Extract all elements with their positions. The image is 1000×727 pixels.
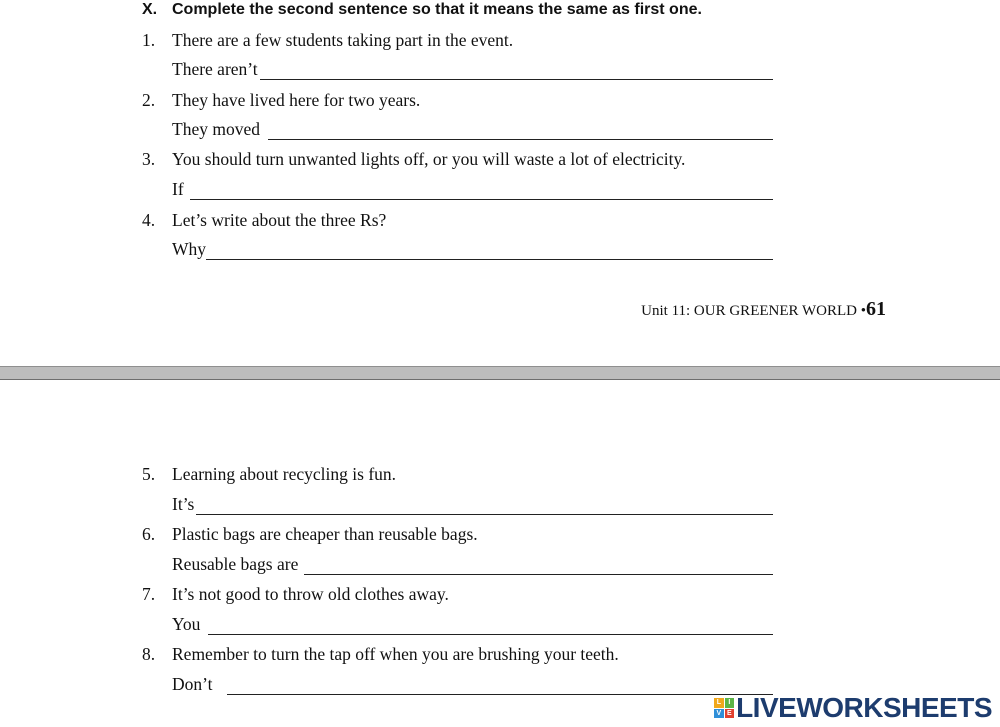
question-number: 7. (142, 584, 156, 604)
answer-prompt: You (172, 614, 201, 634)
brand-name: LIVEWORKSHEETS (736, 692, 992, 723)
page-number: 61 (866, 298, 886, 320)
answer-blank-1[interactable] (260, 62, 773, 80)
logo-cell-v: V (714, 709, 724, 719)
unit-title: Unit 11: OUR GREENER WORLD • (641, 303, 866, 319)
answer-row-7 (172, 613, 773, 635)
question-5 (142, 463, 396, 485)
answer-row-6 (172, 553, 773, 575)
question-text: There are a few students taking part in the event. (172, 30, 514, 50)
answer-row-3 (172, 178, 773, 200)
liveworksheets-logo-icon (714, 698, 734, 718)
page-separator (0, 366, 1000, 380)
answer-blank-2[interactable] (268, 122, 773, 140)
question-text: Let’s write about the three Rs? (172, 210, 387, 230)
answer-prompt: It’s (172, 494, 195, 514)
answer-row-5 (172, 493, 773, 515)
question-text: They have lived here for two years. (172, 90, 421, 110)
question-number: 4. (142, 210, 156, 230)
question-text: Remember to turn the tap off when you are brushing your teeth. (172, 644, 619, 664)
question-7 (142, 583, 449, 605)
question-8 (142, 643, 619, 665)
question-2 (142, 89, 420, 111)
question-text: Plastic bags are cheaper than reusable bags. (172, 524, 478, 544)
answer-row-8 (172, 673, 773, 695)
question-number: 2. (142, 90, 156, 110)
question-6 (142, 523, 478, 545)
answer-prompt: If (172, 179, 184, 199)
answer-prompt: There aren’t (172, 59, 258, 79)
answer-blank-8[interactable] (227, 677, 773, 695)
question-text: It’s not good to throw old clothes away. (172, 584, 449, 604)
answer-blank-7[interactable] (208, 617, 773, 635)
question-3 (142, 148, 685, 170)
question-1 (142, 29, 513, 51)
exercise-instruction: Complete the second sentence so that it means the same as first one. (172, 1, 702, 18)
exercise-heading (142, 0, 702, 20)
answer-blank-3[interactable] (190, 182, 773, 200)
answer-prompt: They moved (172, 119, 260, 139)
question-4 (142, 209, 386, 231)
answer-blank-6[interactable] (304, 557, 773, 575)
question-number: 3. (142, 149, 156, 169)
exercise-letter: X. (142, 1, 158, 18)
logo-cell-l: L (714, 698, 724, 708)
answer-blank-5[interactable] (196, 497, 773, 515)
question-number: 8. (142, 644, 156, 664)
answer-prompt: Why (172, 239, 207, 259)
logo-cell-e: E (725, 709, 735, 719)
answer-prompt: Don’t (172, 674, 213, 694)
question-number: 1. (142, 30, 156, 50)
question-text: You should turn unwanted lights off, or you will waste a lot of electricity. (172, 149, 686, 169)
answer-prompt: Reusable bags are (172, 554, 299, 574)
answer-row-2 (172, 118, 773, 140)
liveworksheets-brand (714, 690, 992, 726)
logo-cell-i: I (725, 698, 735, 708)
answer-row-4 (172, 238, 773, 260)
answer-row-1 (172, 58, 773, 80)
question-number: 5. (142, 464, 156, 484)
question-text: Learning about recycling is fun. (172, 464, 397, 484)
page-footer (641, 298, 886, 321)
question-number: 6. (142, 524, 156, 544)
answer-blank-4[interactable] (206, 242, 773, 260)
